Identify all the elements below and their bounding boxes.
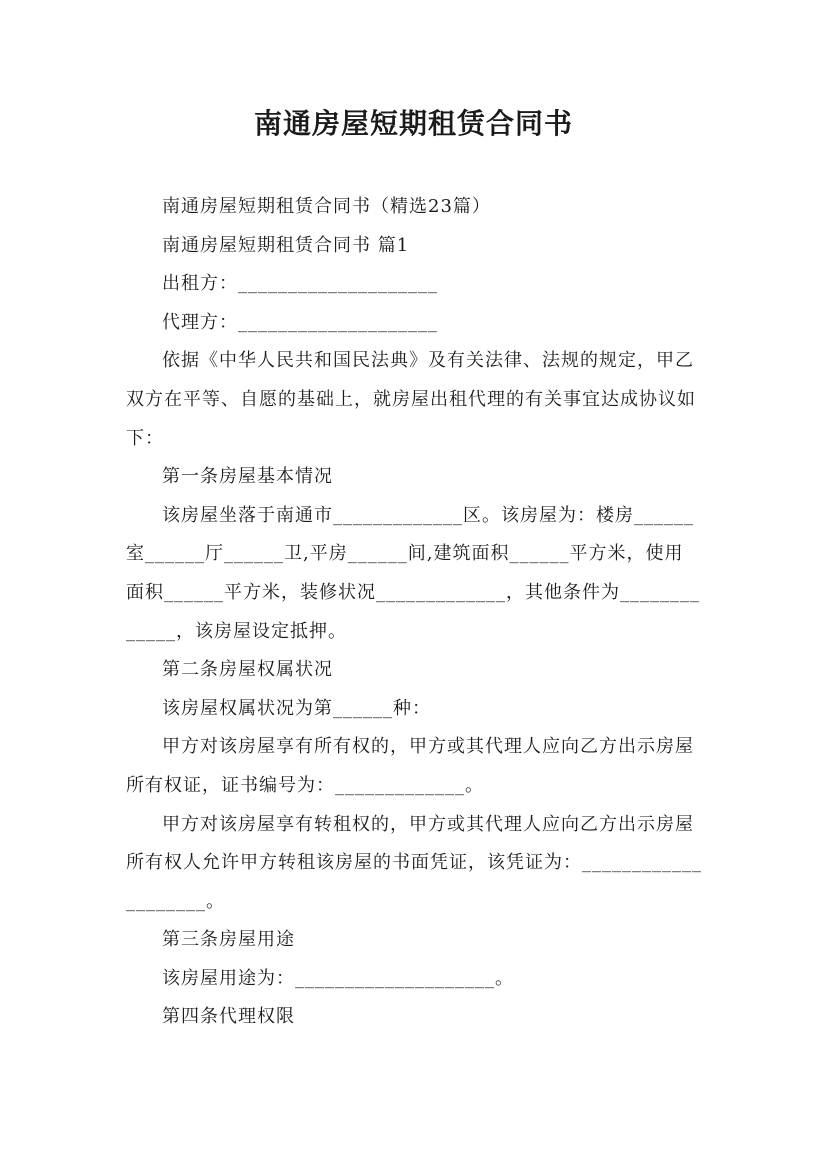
paragraph-article-2-heading: 第二条房屋权属状况 <box>162 659 333 681</box>
paragraph-article-1-heading: 第一条房屋基本情况 <box>162 466 333 488</box>
document-title: 南通房屋短期租赁合同书 <box>253 107 573 140</box>
paragraph-agent: 代理方：____________________ <box>162 311 438 333</box>
paragraph-article-3-heading: 第三条房屋用途 <box>162 929 295 951</box>
paragraph-article-3-body: 该房屋用途为：____________________。 <box>162 967 514 989</box>
paragraph-section-heading: 南通房屋短期租赁合同书 篇1 <box>162 234 410 256</box>
paragraph-lessor: 出租方：____________________ <box>162 273 438 295</box>
paragraph-sublease: 甲方对该房屋享有转租权的，甲方或其代理人应向乙方出示房屋所有权人允许甲方转租该房屋的书面凭证，该凭证为：____________________。 <box>126 813 702 912</box>
paragraph-preamble: 依据《中华人民共和国民法典》及有关法律、法规的规定，甲乙双方在平等、自愿的基础上，就房屋出租代理的有关事宜达成协议如下： <box>126 350 696 449</box>
paragraph-article-4-heading: 第四条代理权限 <box>162 1006 295 1028</box>
paragraph-ownership: 甲方对该房屋享有所有权的，甲方或其代理人应向乙方出示房屋所有权证，证书编号为：_____________。 <box>126 736 694 796</box>
paragraph-article-1-body: 该房屋坐落于南通市_____________区。该房屋为：楼房______室______厅______卫,平房______间,建筑面积______平方米，使用面积______平方米，装修状况_____________，其他条件为_____________，该房屋设定抵押。 <box>126 504 700 642</box>
paragraph-subtitle: 南通房屋短期租赁合同书（精选23篇） <box>162 196 491 217</box>
paragraph-article-2-body: 该房屋权属状况为第______种： <box>162 697 431 719</box>
document-body <box>126 188 702 1037</box>
